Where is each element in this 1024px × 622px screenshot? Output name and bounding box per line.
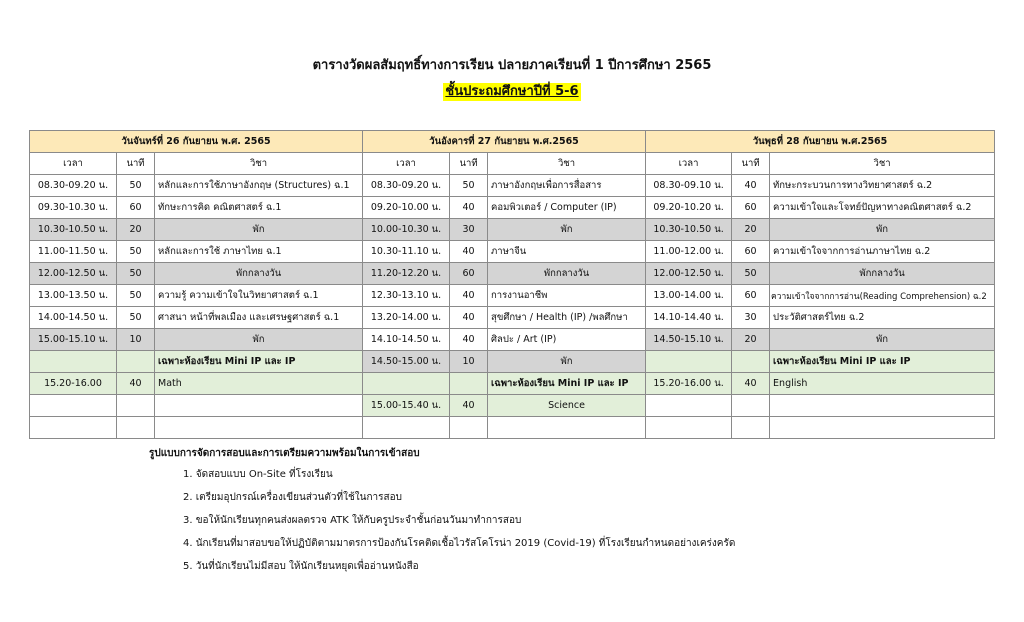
minutes-cell: 60 [732, 285, 770, 307]
time-cell: 09.20-10.00 น. [363, 197, 450, 219]
col-header-minutes: นาที [450, 153, 488, 175]
list-item: 3. ขอให้นักเรียนทุกคนส่งผลตรวจ ATK ให้กับครูประจำชั้นก่อนวันมาทำการสอบ [183, 515, 522, 526]
subject-cell: ทักษะกระบวนการทางวิทยาศาสตร์ ฉ.2 [770, 175, 995, 197]
table-row [30, 351, 995, 373]
subject-cell: พัก [488, 219, 646, 241]
minutes-cell: 40 [450, 329, 488, 351]
time-cell [363, 417, 450, 439]
time-cell: 12.30-13.10 น. [363, 285, 450, 307]
subject-cell: Math [155, 373, 363, 395]
subject-cell: ความเข้าใจจากการอ่าน(Reading Comprehension) ฉ.2 [770, 285, 995, 307]
col-header-subject: วิชา [770, 153, 995, 175]
table-row [30, 395, 995, 417]
minutes-cell: 60 [117, 197, 155, 219]
time-cell: 15.20-16.00 [30, 373, 117, 395]
subject-cell: หลักและการใช้ภาษาอังกฤษ (Structures) ฉ.1 [155, 175, 363, 197]
day-header-tuesday: วันอังคารที่ 27 กันยายน พ.ศ.2565 [363, 131, 646, 153]
minutes-cell: 50 [117, 285, 155, 307]
minutes-cell [732, 417, 770, 439]
column-header-row [30, 153, 995, 175]
time-cell: 14.50-15.10 น. [646, 329, 732, 351]
col-header-minutes: นาที [732, 153, 770, 175]
table-row [30, 329, 995, 351]
subject-cell: การงานอาชีพ [488, 285, 646, 307]
time-cell: 11.00-12.00 น. [646, 241, 732, 263]
minutes-cell: 40 [450, 307, 488, 329]
day-header-monday: วันจันทร์ที่ 26 กันยายน พ.ศ. 2565 [30, 131, 363, 153]
subject-cell: ประวัติศาสตร์ไทย ฉ.2 [770, 307, 995, 329]
list-item: 5. วันที่นักเรียนไม่มีสอบ ให้นักเรียนหยุดเพื่ออ่านหนังสือ [183, 561, 419, 572]
time-cell: 10.30-10.50 น. [646, 219, 732, 241]
time-cell [30, 417, 117, 439]
minutes-cell [732, 395, 770, 417]
table-row [30, 307, 995, 329]
minutes-cell [450, 373, 488, 395]
subject-cell [488, 417, 646, 439]
minutes-cell [117, 395, 155, 417]
time-cell: 14.00-14.50 น. [30, 307, 117, 329]
subject-cell: ศาสนา หน้าที่พลเมือง และเศรษฐศาสตร์ ฉ.1 [155, 307, 363, 329]
minutes-cell: 50 [117, 307, 155, 329]
exam-schedule-table [29, 130, 995, 439]
table-row [30, 175, 995, 197]
subject-cell: Science [488, 395, 646, 417]
time-cell: 15.00-15.10 น. [30, 329, 117, 351]
notes-list [149, 467, 735, 582]
minutes-cell: 40 [450, 395, 488, 417]
time-cell [646, 395, 732, 417]
subject-cell [770, 417, 995, 439]
subject-cell [155, 395, 363, 417]
list-item: 2. เตรียมอุปกรณ์เครื่องเขียนส่วนตัวที่ใช้ในการสอบ [183, 492, 402, 503]
list-item: 4. นักเรียนที่มาสอบขอให้ปฏิบัติตามมาตรการป้องกันโรคติดเชื้อไวรัสโคโรน่า 2019 (Covid-19) ที่โรงเรียนกำหนดอย่างเคร่งครัด [183, 538, 736, 549]
time-cell [646, 351, 732, 373]
table-row-break [30, 219, 995, 241]
exam-notes [149, 446, 735, 582]
subject-cell: ความเข้าใจและโจทย์ปัญหาทางคณิตศาสตร์ ฉ.2 [770, 197, 995, 219]
minutes-cell: 30 [732, 307, 770, 329]
minutes-cell: 40 [732, 373, 770, 395]
minutes-cell: 40 [732, 175, 770, 197]
day-header-wednesday: วันพุธที่ 28 กันยายน พ.ศ.2565 [646, 131, 995, 153]
day-header-row [30, 131, 995, 153]
subject-cell: พัก [155, 329, 363, 351]
minutes-cell: 20 [117, 219, 155, 241]
subject-cell: ภาษาอังกฤษเพื่อการสื่อสาร [488, 175, 646, 197]
time-cell: 14.10-14.40 น. [646, 307, 732, 329]
time-cell: 13.20-14.00 น. [363, 307, 450, 329]
time-cell: 14.10-14.50 น. [363, 329, 450, 351]
time-cell: 13.00-13.50 น. [30, 285, 117, 307]
minutes-cell: 40 [450, 241, 488, 263]
time-cell: 14.50-15.00 น. [363, 351, 450, 373]
col-header-subject: วิชา [155, 153, 363, 175]
minutes-cell [732, 351, 770, 373]
subject-cell: English [770, 373, 995, 395]
minutes-cell [117, 351, 155, 373]
minutes-cell: 40 [117, 373, 155, 395]
notes-heading: รูปแบบการจัดการสอบและการเตรียมความพร้อมในการเข้าสอบ [149, 448, 420, 459]
time-cell: 13.00-14.00 น. [646, 285, 732, 307]
table-row-break [30, 263, 995, 285]
table-row [30, 417, 995, 439]
subject-cell: ความรู้ ความเข้าใจในวิทยาศาสตร์ ฉ.1 [155, 285, 363, 307]
subject-cell [770, 395, 995, 417]
table-row [30, 373, 995, 395]
col-header-time: เวลา [30, 153, 117, 175]
time-cell: 08.30-09.20 น. [363, 175, 450, 197]
minutes-cell: 10 [117, 329, 155, 351]
minutes-cell: 40 [450, 197, 488, 219]
document-subtitle: ชั้นประถมศึกษาปีที่ 5-6 [445, 84, 579, 99]
minutes-cell: 10 [450, 351, 488, 373]
minutes-cell: 50 [117, 263, 155, 285]
minutes-cell: 50 [732, 263, 770, 285]
minutes-cell: 60 [450, 263, 488, 285]
minutes-cell: 50 [117, 241, 155, 263]
time-cell: 12.00-12.50 น. [646, 263, 732, 285]
subject-cell: เฉพาะห้องเรียน Mini IP และ IP [155, 351, 363, 373]
table-row [30, 241, 995, 263]
time-cell: 10.30-10.50 น. [30, 219, 117, 241]
col-header-minutes: นาที [117, 153, 155, 175]
subject-cell: พักกลางวัน [155, 263, 363, 285]
time-cell: 09.20-10.20 น. [646, 197, 732, 219]
subject-cell: หลักและการใช้ ภาษาไทย ฉ.1 [155, 241, 363, 263]
subject-cell: ภาษาจีน [488, 241, 646, 263]
minutes-cell: 40 [450, 285, 488, 307]
time-cell: 12.00-12.50 น. [30, 263, 117, 285]
subject-cell: พัก [770, 329, 995, 351]
subject-cell [155, 417, 363, 439]
time-cell: 10.30-11.10 น. [363, 241, 450, 263]
subject-cell: พัก [770, 219, 995, 241]
list-item: 1. จัดสอบแบบ On-Site ที่โรงเรียน [183, 469, 333, 480]
subject-cell: พัก [488, 351, 646, 373]
subject-cell: พัก [155, 219, 363, 241]
col-header-time: เวลา [646, 153, 732, 175]
minutes-cell: 30 [450, 219, 488, 241]
time-cell: 08.30-09.20 น. [30, 175, 117, 197]
subject-cell: ศิลปะ / Art (IP) [488, 329, 646, 351]
minutes-cell [117, 417, 155, 439]
time-cell: 15.00-15.40 น. [363, 395, 450, 417]
time-cell [646, 417, 732, 439]
minutes-cell [450, 417, 488, 439]
subject-cell: เฉพาะห้องเรียน Mini IP และ IP [488, 373, 646, 395]
minutes-cell: 20 [732, 329, 770, 351]
subject-cell: ทักษะการคิด คณิตศาสตร์ ฉ.1 [155, 197, 363, 219]
minutes-cell: 60 [732, 241, 770, 263]
table-row [30, 197, 995, 219]
table-row [30, 285, 995, 307]
time-cell: 09.30-10.30 น. [30, 197, 117, 219]
time-cell [30, 395, 117, 417]
minutes-cell: 50 [117, 175, 155, 197]
subject-cell: พักกลางวัน [770, 263, 995, 285]
subject-cell: พักกลางวัน [488, 263, 646, 285]
col-header-time: เวลา [363, 153, 450, 175]
time-cell: 11.20-12.20 น. [363, 263, 450, 285]
time-cell: 15.20-16.00 น. [646, 373, 732, 395]
subject-cell: เฉพาะห้องเรียน Mini IP และ IP [770, 351, 995, 373]
document-title: ตารางวัดผลสัมฤทธิ์ทางการเรียน ปลายภาคเรียนที่ 1 ปีการศึกษา 2565 [312, 58, 712, 73]
time-cell [30, 351, 117, 373]
time-cell: 11.00-11.50 น. [30, 241, 117, 263]
time-cell: 08.30-09.10 น. [646, 175, 732, 197]
time-cell [363, 373, 450, 395]
col-header-subject: วิชา [488, 153, 646, 175]
minutes-cell: 50 [450, 175, 488, 197]
minutes-cell: 20 [732, 219, 770, 241]
subject-cell: สุขศึกษา / Health (IP) /พลศึกษา [488, 307, 646, 329]
minutes-cell: 60 [732, 197, 770, 219]
subject-cell: คอมพิวเตอร์ / Computer (IP) [488, 197, 646, 219]
time-cell: 10.00-10.30 น. [363, 219, 450, 241]
subject-cell: ความเข้าใจจากการอ่านภาษาไทย ฉ.2 [770, 241, 995, 263]
